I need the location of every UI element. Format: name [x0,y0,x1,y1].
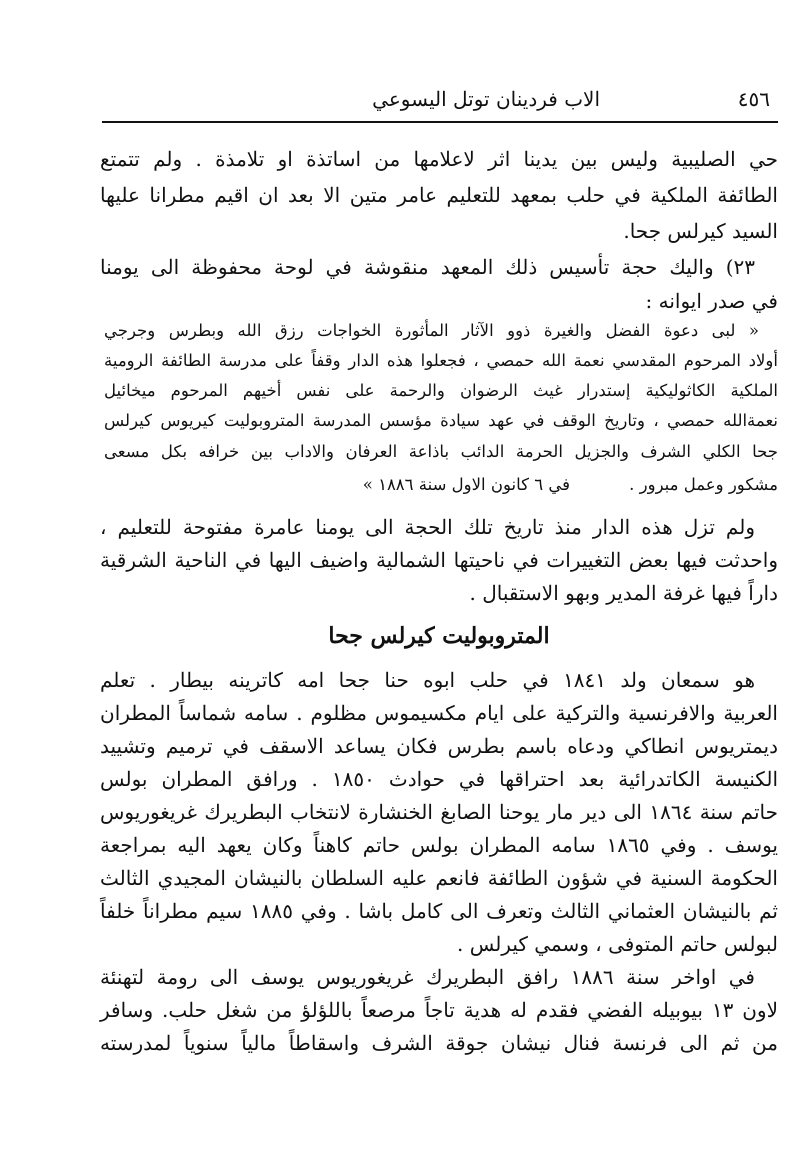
text-line: يوسف . وفي ١٨٦٥ سامه المطران بولس حاتم كاهناً وكان يعهد اليه بمراجعة [100,833,778,857]
text-line: هو سمعان ولد ١٨٤١ في حلب ابوه حنا جحا امه كاترينه بيطار . تعلم [100,668,755,692]
text-line: ولم تزل هذه الدار منذ تاريخ تلك الحجة الى يومنا عامرة مفتوحة للتعليم ، [100,515,755,539]
text-line: لاون ١٣ بيوبيله الفضي فقدم له هدية تاجاً مرصعاً باللؤلؤ من شغل حلب. وسافر [100,998,778,1022]
text-line: من ثم الى فرنسة فنال نيشان جوقة الشرف واسقاطاً مالياً سنوياً لمدرسته [100,1031,778,1055]
text-line: في صدر ايوانه : [645,289,778,313]
text-line: لبولس حاتم المتوفى ، وسمي كيرلس . [457,932,778,956]
header-rule [102,121,778,123]
quote-line: مشكور وعمل مبرور . [629,475,778,494]
text-line: حاتم سنة ١٨٦٤ الى دير مار يوحنا الصابغ الخنشارة لانتخاب البطريرك غريغوريوس [100,800,778,824]
text-line: ديمتريوس انطاكي ودعاه باسم بطرس فكان يساعد الاسقف في ترميم وتشييد [100,734,778,758]
text-line: الحكومة السنية في شؤون الطائفة فانعم عليه السلطان بالنيشان المجيدي الثالث [100,866,778,890]
quote-line: الملكية الكاثوليكية إستدرار غيث الرضوان والرحمة على نفس أخيهم المرحوم ميخائيل [104,381,778,400]
quote-line: جحا الكلي الشرف والجزيل الحرمة الدائب باذاعة العرفان والاداب بين خرافه بكل مسعى [104,442,778,461]
running-title: الاب فردينان توتل اليسوعي [372,87,600,111]
quote-date: في ٦ كانون الاول سنة ١٨٨٦ » [362,475,570,494]
text-line: العربية والافرنسية والتركية على ايام مكسيموس مظلوم . سامه شماساً المطران [100,701,778,725]
quote-line: نعمةالله حمصي ، وتاريخ الوقف في عهد سيادة مؤسس المدرسة المتروبوليت كيريوس كيرلس [104,411,778,430]
text-line: الطائفة الملكية في حلب بمعهد للتعليم عامر متين الا بعد ان اقيم مطرانا عليها [100,183,778,207]
text-line: داراً فيها غرفة المدير وبهو الاستقبال . [469,581,778,605]
quote-line: أولاد المرحوم المقدسي نعمة الله حمصي ، فجعلوا هذه الدار وقفاً على مدرسة الطائفة الرومية [104,351,778,370]
text-line: حي الصليبية وليس بين يدينا اثر لاعلامها من اساتذة او تلامذة . ولم تتمتع [100,147,778,171]
text-line: واحدثت فيها بعض التغييرات في ناحيتها الشمالية واضيف اليها في الناحية الشرقية [100,548,778,572]
text-line: الكنيسة الكاتدرائية بعد احتراقها في حوادث ١٨٥٠ . ورافق المطران بولس [100,767,779,791]
text-line: ثم بالنيشان العثماني الثالث وتعرف الى كامل باشا . وفي ١٨٨٥ سيم مطراناً خلفاً [100,899,778,923]
text-line: في اواخر سنة ١٨٨٦ رافق البطريرك غريغوريوس يوسف الى رومة لتهنئة [100,965,755,989]
text-line: ٢٣) واليك حجة تأسيس ذلك المعهد منقوشة في لوحة محفوظة الى يومنا [100,255,755,279]
quote-line: « لبى دعوة الفضل والغيرة ذوو الآثار المأثورة الخواجات رزق الله وبطرس وجرجي [104,321,759,340]
section-heading: المتروبوليت كيرلس جحا [328,623,550,649]
text-line: السيد كيرلس جحا. [623,219,778,243]
page-number: ٤٥٦ [737,87,770,111]
